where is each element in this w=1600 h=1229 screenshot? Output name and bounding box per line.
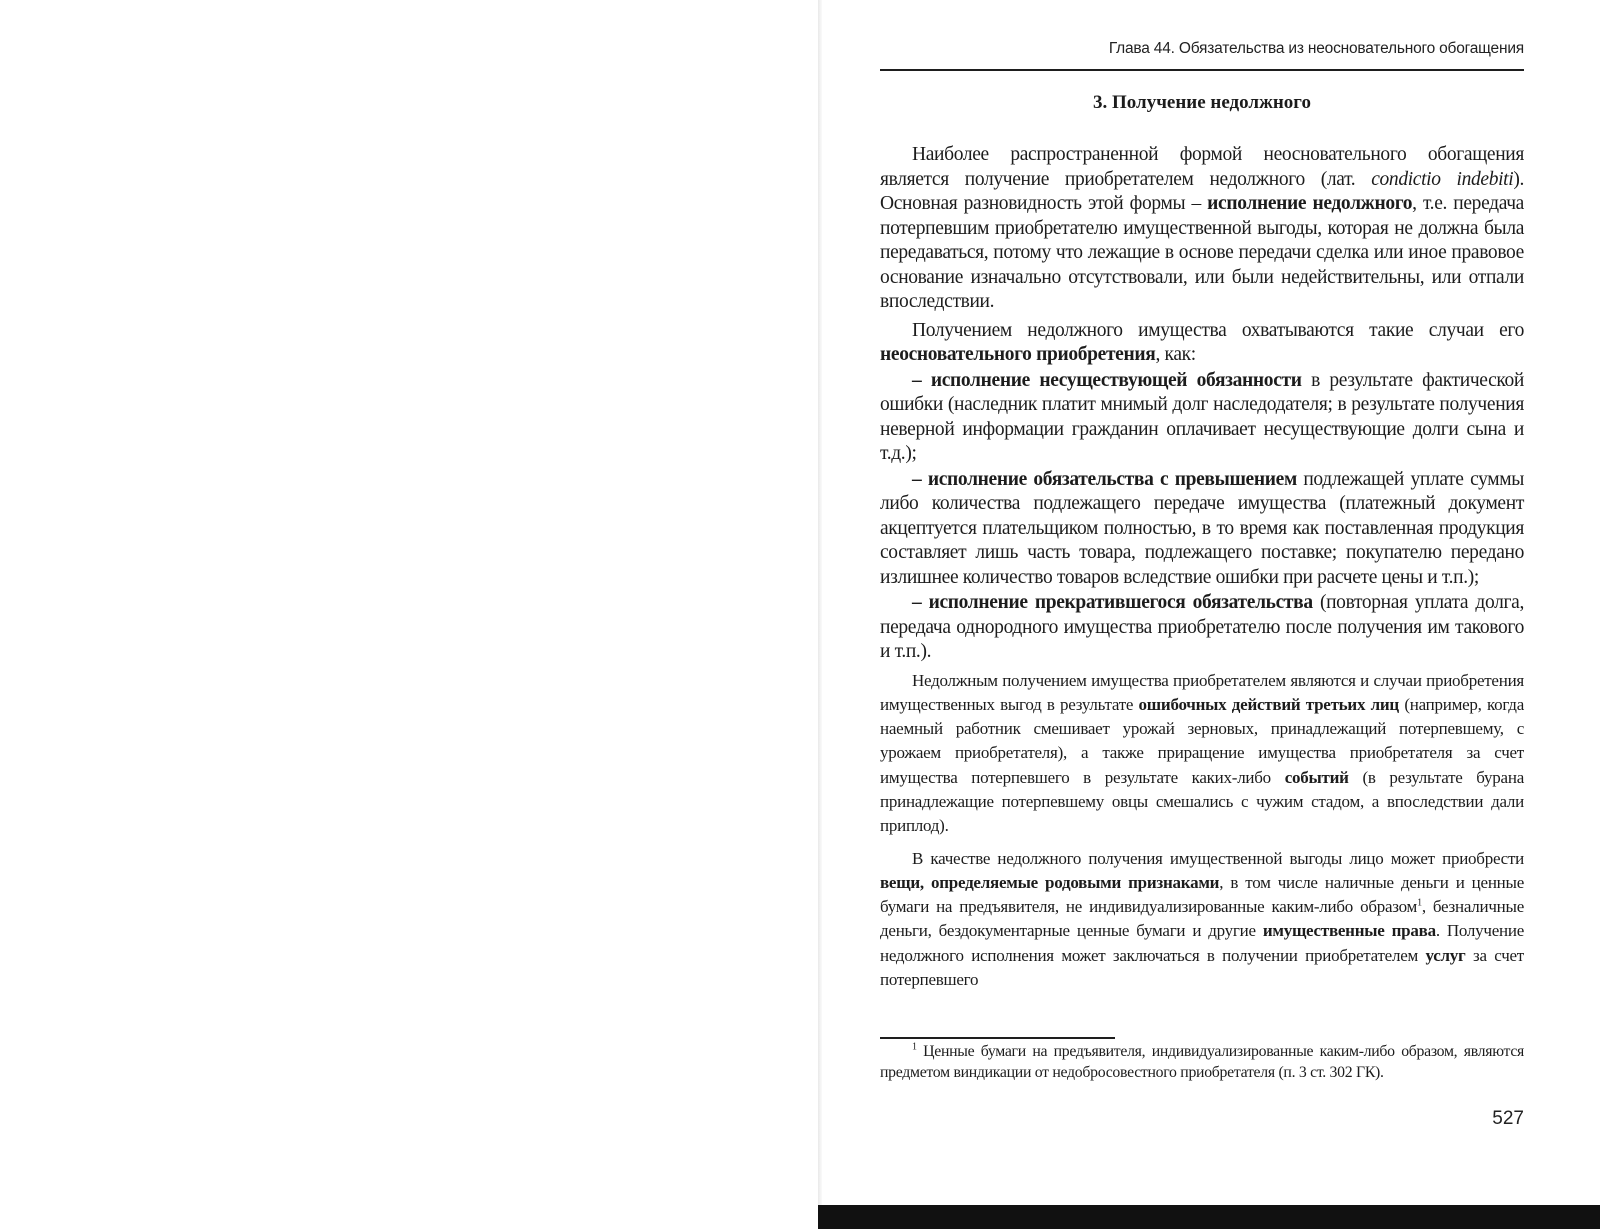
header-rule <box>880 69 1524 71</box>
paragraph-4: В качестве недолжного получения имущественной выгоды лицо может приобрести вещи, определяемые родовыми признаками, в том числе наличные деньги и ценные бумаги на предъявителя, не индивидуализированные каким-либо образом$^1$, безналичные деньги, бездокументарные ценные бумаги и другие имущественные права. Получение недолжного исполнения может заключаться в получении приобретателем услуг за счет потерпевшего <box>880 848 1524 990</box>
page-gutter <box>818 0 822 1229</box>
bold-term: имущественные права <box>1262 921 1436 941</box>
paragraph-3: Недолжным получением имущества приобретателем являются и случаи приобретения имущественных выгод в результате ошибочных действий третьих лиц (например, когда наемный работник смешивает урожай зерновых, принадлежащий потерпевшему, с урожаем приобретателя), а также приращение имущества приобретателя за счет имущества потерпевшего в результате каких-либо событий (в результате бурана принадлежащие потерпевшему овцы смешались с чужим стадом, а впоследствии дали приплод). <box>880 670 1524 836</box>
bold-term: – исполнение несуществующей обязанности <box>912 369 1302 391</box>
book-page <box>880 0 1524 1229</box>
bold-term: – исполнение обязательства с превышением <box>912 468 1297 490</box>
paragraph-1: Наиболее распространенной формой неосновательного обогащения является получение приобретателем недолжного (лат. condictio indebiti). Основная разновидность этой формы – исполнение недолжного, т.е. передача потерпевшим приобретателю имущественной выгоды, которая не должна была передаваться, потому что лежащие в основе передачи сделка или иное правовое основание изначально отсутствовали, или были недействительны, или отпали впоследствии. <box>880 144 1524 312</box>
footnote-ref: 1 <box>1417 897 1422 909</box>
body-text <box>880 143 1524 992</box>
latin-term: condictio indebiti <box>1371 168 1514 190</box>
list-item-2: – исполнение обязательства с превышением подлежащей уплате суммы либо количества подлежащего передаче имущества (платежный документ акцептуется плательщиком полностью, в то время как поставленная продукция составляет лишь часть товара, подлежащего поставке; покупателю передано излишнее количество товаров вследствие ошибки при расчете цены и т.п.); <box>880 468 1524 588</box>
running-head: Глава 44. Обязательства из неосновательного обогащения <box>1108 40 1524 57</box>
list-item-3: – исполнение прекратившегося обязательства (повторная уплата долга, передача однородного имущества приобретателю после получения им такового и т.п.). <box>880 592 1524 662</box>
bold-term: неосновательного приобретения <box>880 344 1156 365</box>
bold-term: ошибочных действий третьих лиц <box>1138 694 1399 714</box>
bold-term: исполнение недолжного <box>1207 193 1413 214</box>
page-number: 527 <box>1492 1108 1524 1129</box>
list-item-1: – исполнение несуществующей обязанности в результате фактической ошибки (наследник платит мнимый долг наследодателя; в результате получения неверной информации гражданин оплачивает несуществующие долги сына и т.д.); <box>880 369 1524 464</box>
bold-term: событий <box>1284 767 1349 787</box>
footnote: $^1$ Ценные бумаги на предъявителя, индивидуализированные каким-либо образом, являются предметом виндикации от недобросовестного приобретателя (п. 3 ст. 302 ГК). <box>880 1041 1524 1081</box>
footnote-mark: 1 <box>912 1041 917 1053</box>
footnote-rule <box>880 1037 1115 1039</box>
bold-term: – исполнение прекратившегося обязательства <box>912 592 1313 613</box>
bold-term: услуг <box>1425 945 1466 965</box>
bold-term: вещи, определяемые родовыми признаками <box>880 872 1220 892</box>
paragraph-2: Получением недолжного имущества охватываются такие случаи его неосновательного приобретения, как: <box>880 319 1524 365</box>
section-title: 3. Получение недолжного <box>1093 92 1311 113</box>
